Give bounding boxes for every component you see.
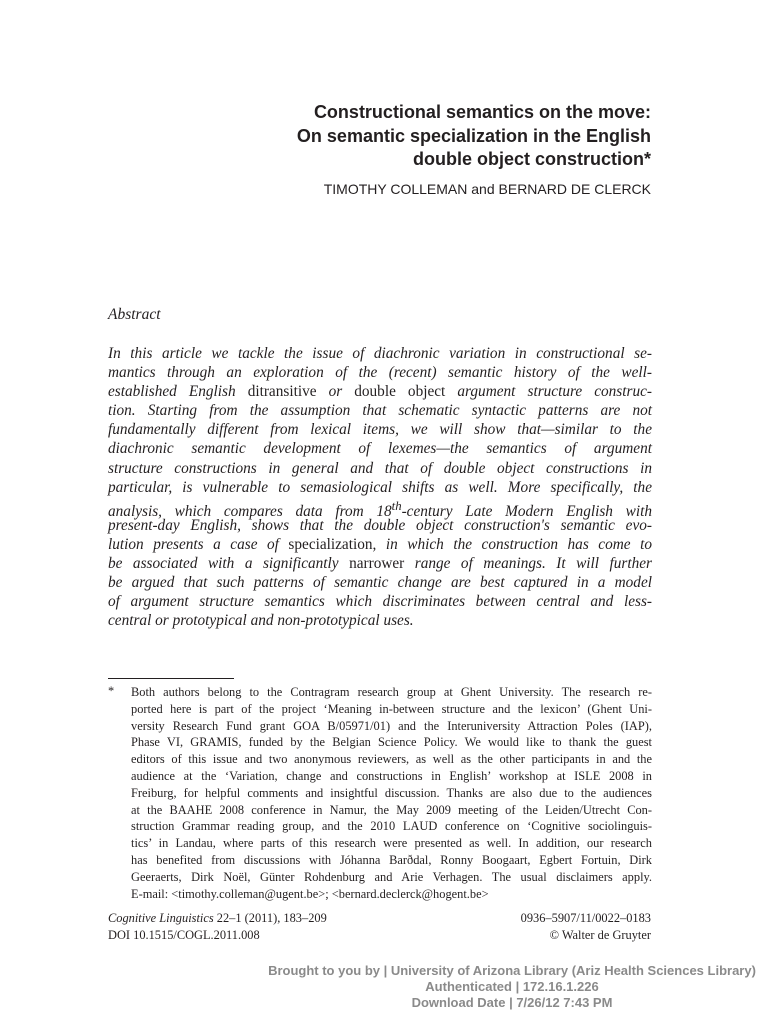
abstract-heading: Abstract	[108, 306, 161, 323]
footnote-marker: *	[108, 684, 115, 698]
footnote-line: versity Research Fund grant GOA B/05971/01) and the Interuniversity Attraction Poles (IAP),	[131, 718, 652, 733]
stamp-line-2: Authenticated | 172.16.1.226	[425, 978, 599, 994]
abstract-line: In this article we tackle the issue of diachronic variation in constructional se-	[108, 345, 652, 362]
stamp-line-3: Download Date | 7/26/12 7:43 PM	[411, 994, 613, 1010]
title-line-3: double object construction*	[412, 149, 651, 169]
footnote-text	[131, 684, 652, 902]
abstract-line: diachronic semantic development of lexemes—the semantics of argument	[108, 440, 652, 458]
doi: DOI 10.1515/COGL.2011.008	[108, 927, 260, 942]
issn: 0936–5907/11/0022–0183	[520, 911, 651, 925]
footnote-line: tics’ in Landau, where parts of this research were presented as well. In addition, our research	[131, 836, 652, 851]
abstract-line: central or prototypical and non-prototypical uses.	[108, 612, 414, 630]
footnote-line: editors of this issue and two anonymous reviewers, as well as the other participants in and the	[131, 752, 652, 767]
copyright: © Walter de Gruyter	[549, 927, 651, 942]
abstract-line: established English ditransitive or double object argument structure construc-	[108, 383, 652, 401]
abstract-line: particular, is vulnerable to semasiological shifts as well. More specifically, the	[108, 478, 652, 496]
abstract-line: of argument structure semantics which discriminates between central and less-	[108, 593, 652, 611]
download-stamp	[262, 963, 762, 1010]
abstract-line: lution presents a case of specialization, in which the construction has come to	[108, 535, 652, 553]
footnote-divider	[108, 678, 234, 679]
journal-citation	[108, 910, 327, 943]
footnote-line: ported here is part of the project ‘Meaning in-between structure and the lexicon’ (Ghent Uni-	[131, 701, 652, 716]
footnote-line: E-mail: <timothy.colleman@ugent.be>; <bernard.declerck@hogent.be>	[131, 886, 489, 901]
stamp-line-1: Brought to you by | University of Arizona Library (Ariz Health Sciences Library)	[268, 963, 756, 978]
abstract-line: analysis, which compares data from 18th-century Late Modern English with	[108, 498, 652, 520]
title-line-2: On semantic specialization in the English	[296, 125, 651, 146]
footnote-line: Geeraerts, Dirk Noël, Günter Rohdenburg and Arie Verhagen. The usual disclaimers apply.	[131, 869, 652, 884]
abstract-line: mantics through an exploration of the (recent) semantic history of the well-	[108, 364, 652, 382]
journal-name: Cognitive Linguistics	[108, 911, 214, 925]
abstract-line: be argued that such patterns of semantic change are best captured in a model	[108, 574, 652, 592]
abstract-line: tion. Starting from the assumption that schematic syntactic patterns are not	[108, 402, 652, 420]
abstract-line: structure constructions in general and that of double object constructions in	[108, 459, 652, 477]
footnote-line: Phase VI, GRAMIS, funded by the Belgian Science Policy. We would like to thank the guest	[131, 735, 652, 750]
publication-info	[521, 910, 651, 943]
footnote-line: Both authors belong to the Contragram research group at Ghent University. The research re-	[131, 685, 652, 699]
author-byline: TIMOTHY COLLEMAN and BERNARD DE CLERCK	[323, 181, 651, 197]
footnote-line: at the BAAHE 2008 conference in Namur, the May 2009 meeting of the Leiden/Utrecht Con-	[131, 802, 652, 817]
title-line-1: Constructional semantics on the move:	[313, 102, 651, 122]
abstract-line: fundamentally different from lexical items, we will show that—similar to the	[108, 421, 652, 439]
journal-volume: 22–1 (2011), 183–209	[213, 911, 327, 925]
abstract-body	[108, 344, 652, 630]
abstract-line: present-day English, shows that the double object construction's semantic evo-	[108, 516, 652, 534]
footnote-line: has benefited from discussions with Jóhanna Barðdal, Ronny Boogaart, Egbert Fortuin, Dirk	[131, 852, 652, 867]
paper-title	[91, 101, 651, 172]
footnote-line: Freiburg, for helpful comments and insightful discussion. Thanks are also due to the audiences	[131, 785, 652, 800]
footnote-line: struction Grammar reading group, and the 2010 LAUD conference on ‘Cognitive sociolinguis-	[131, 819, 652, 834]
footnote-line: audience at the ‘Variation, change and constructions in English’ workshop at ISLE 2008 in	[131, 768, 652, 783]
abstract-line: be associated with a significantly narrower range of meanings. It will further	[108, 555, 653, 573]
